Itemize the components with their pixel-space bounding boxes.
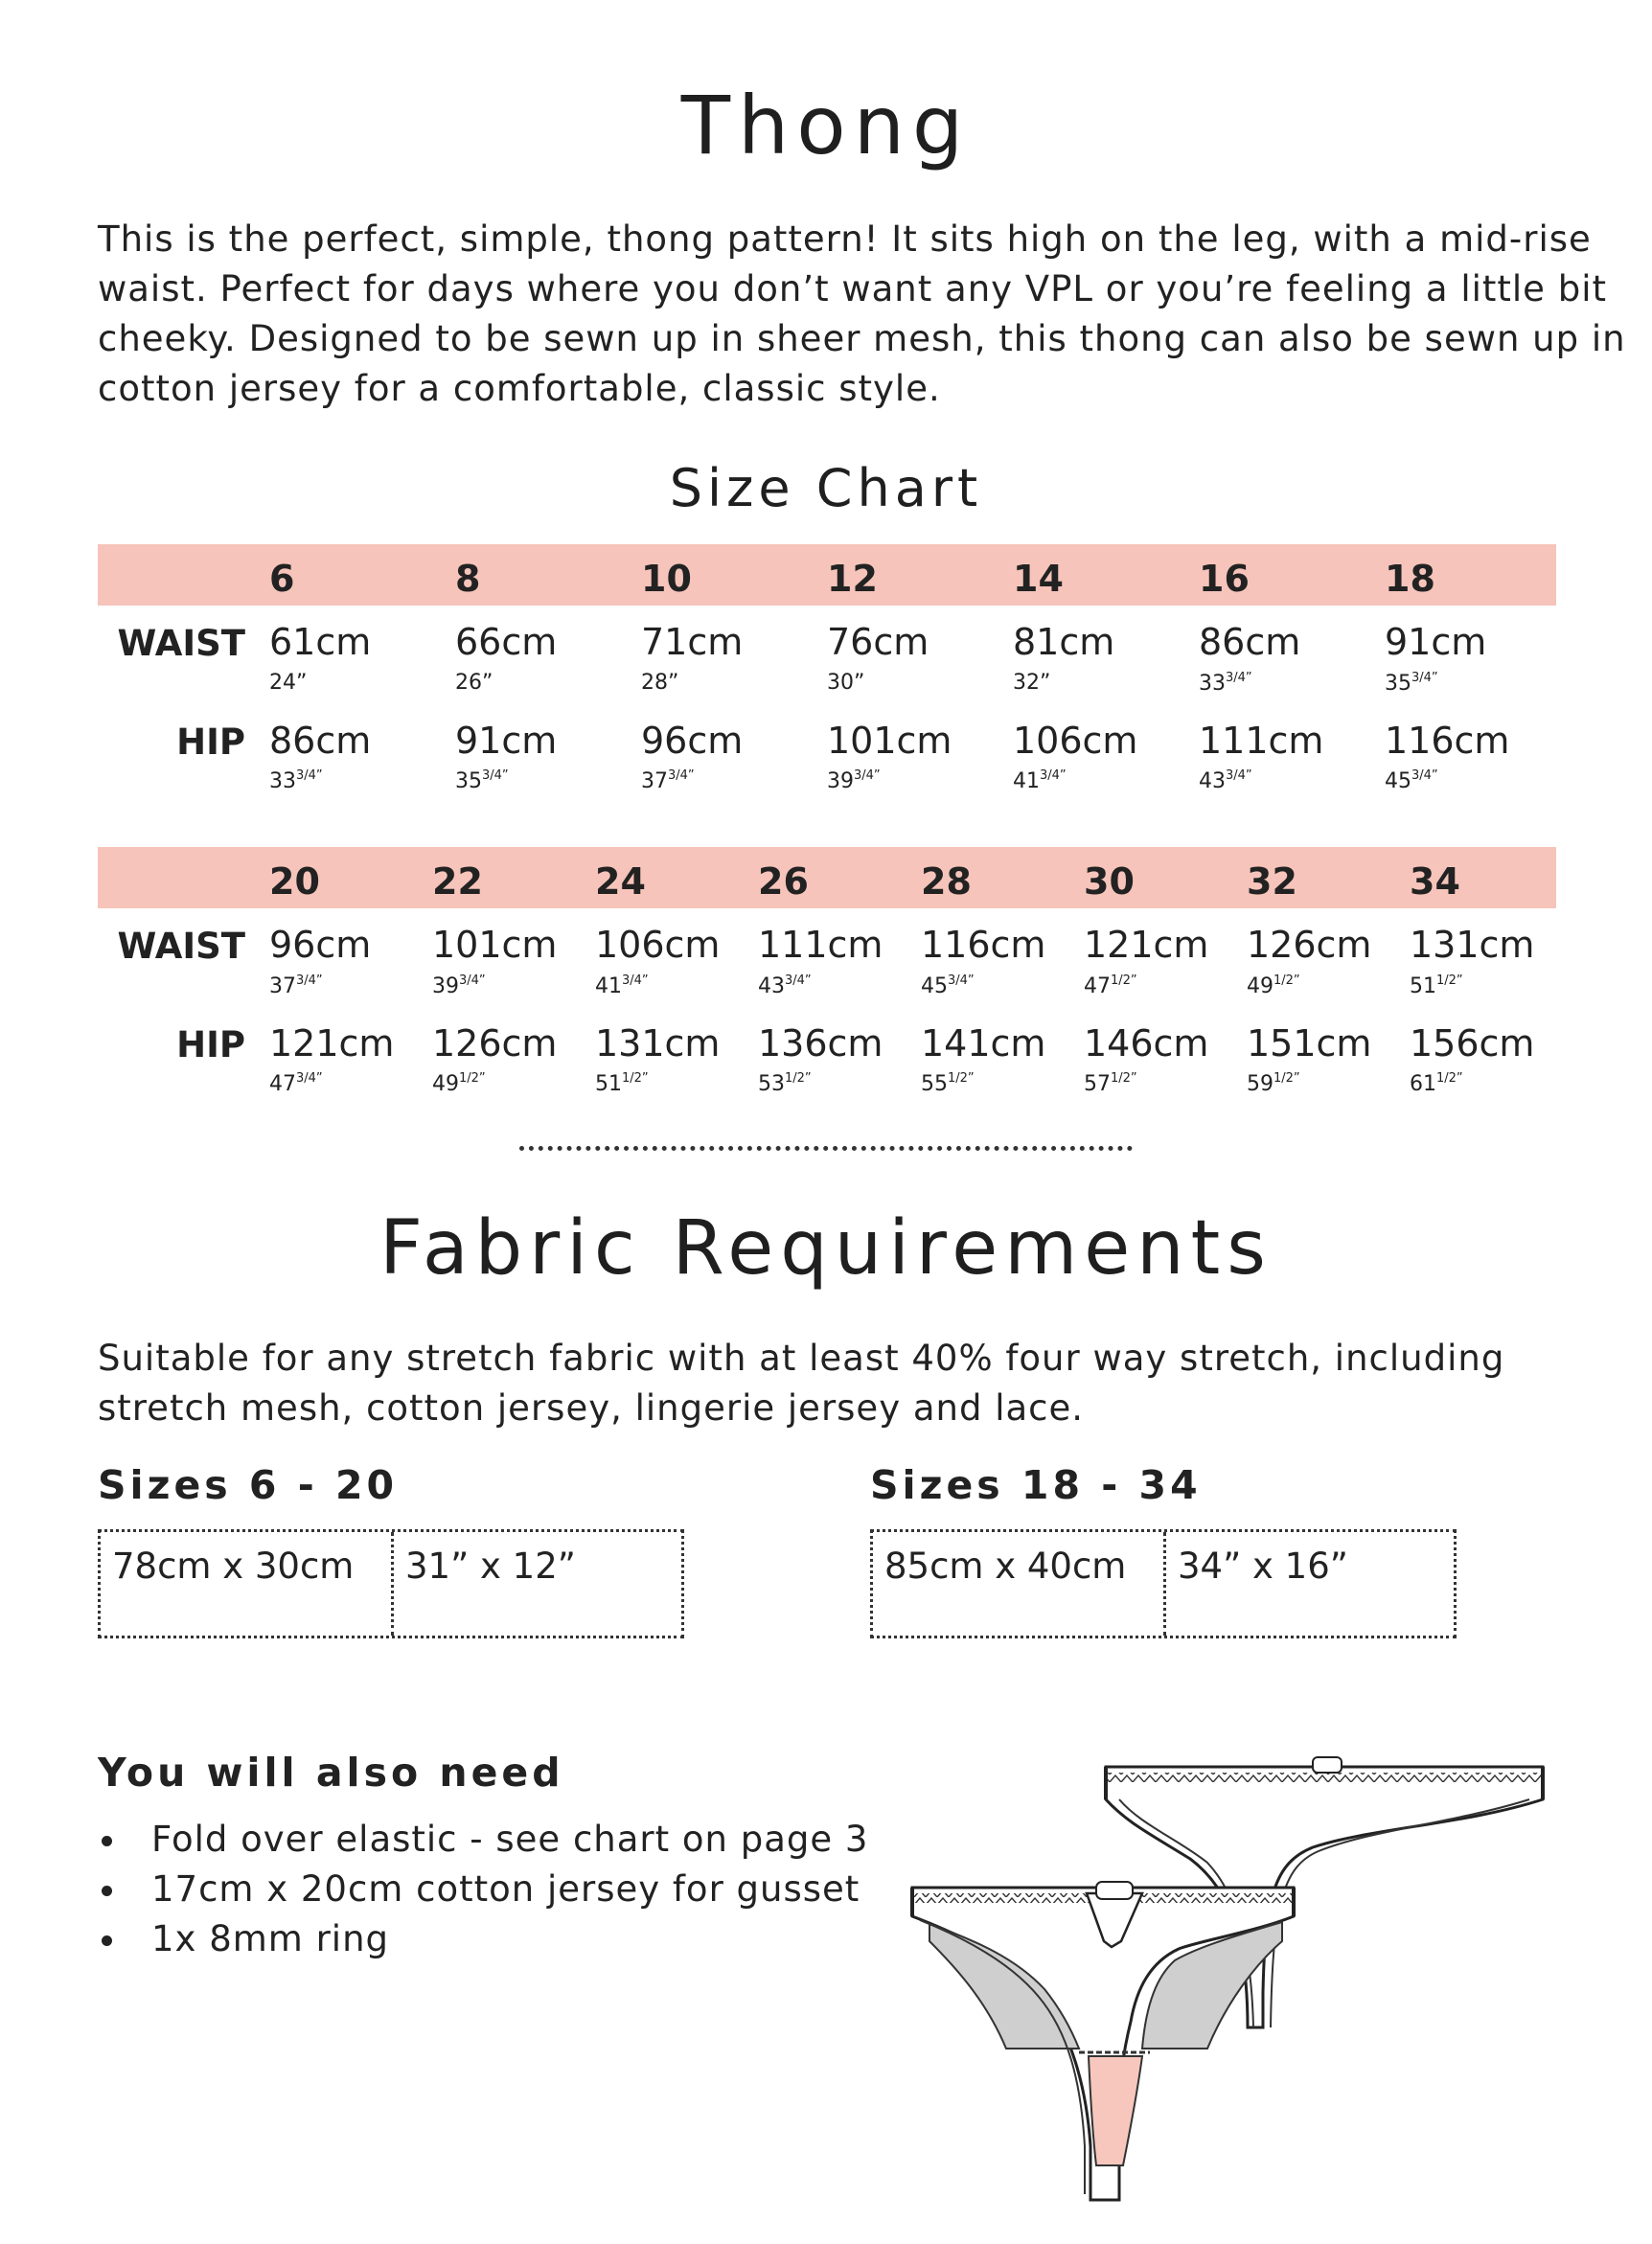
fabric-amount-box: [98, 1529, 684, 1638]
inch-value: $59^{1/2”}$: [1247, 1071, 1300, 1096]
intro-line: cheeky. Designed to be sewn up in sheer mesh, this thong can also be sewn up in: [98, 318, 1626, 359]
inch-fraction: 3/4”: [482, 768, 509, 783]
inch-value: $51^{1/2”}$: [1410, 973, 1463, 998]
fabric-requirements-title: Fabric Requirements: [379, 1205, 1273, 1292]
inch-fraction: 1/2”: [1111, 973, 1137, 988]
inch-value: $37^{3/4”}$: [641, 768, 695, 793]
intro-line: cotton jersey for a comfortable, classic style.: [98, 368, 941, 409]
hip-cm-value: 156cm: [1410, 1022, 1535, 1065]
inch-value: $45^{3/4”}$: [921, 973, 975, 998]
row-label-waist: WAIST: [117, 926, 245, 967]
hip-cm-value: 101cm: [827, 720, 952, 762]
size-label: 14: [1013, 558, 1064, 600]
inch-fraction: 3/4”: [1411, 768, 1438, 783]
dotted-divider: [519, 1146, 1133, 1151]
inch-value: 24”: [269, 671, 308, 695]
waist-cm-value: 106cm: [595, 924, 721, 966]
inch-fraction: 1/2”: [459, 1071, 486, 1086]
waist-cm-value: 66cm: [455, 621, 558, 663]
inch-value: $33^{3/4”}$: [1199, 671, 1252, 696]
intro-line: waist. Perfect for days where you don’t want any VPL or you’re feeling a little bit: [98, 268, 1607, 309]
inch-value: $61^{1/2”}$: [1410, 1071, 1463, 1096]
hip-cm-value: 96cm: [641, 720, 744, 762]
inch-value: $49^{1/2”}$: [1247, 973, 1300, 998]
size-label: 24: [595, 860, 646, 903]
inch-fraction: 1/2”: [622, 1071, 649, 1086]
inch-value: $47^{1/2”}$: [1084, 973, 1137, 998]
waist-cm-value: 121cm: [1084, 924, 1209, 966]
inch-value: $51^{1/2”}$: [595, 1071, 649, 1096]
waist-cm-value: 131cm: [1410, 924, 1535, 966]
size-label: 8: [455, 558, 481, 600]
hip-cm-value: 146cm: [1084, 1022, 1209, 1065]
list-item: Fold over elastic - see chart on page 3: [98, 1815, 883, 1865]
intro-paragraph: [98, 215, 1626, 414]
fabric-amount-metric: 85cm x 40cm: [884, 1546, 1127, 1587]
thong-garment-illustration: [891, 1744, 1562, 2223]
inch-fraction: 3/4”: [296, 768, 323, 783]
waist-cm-value: 91cm: [1385, 621, 1487, 663]
inch-fraction: 3/4”: [1040, 768, 1067, 783]
fabric-amount-imperial: 31” x 12”: [391, 1532, 681, 1636]
inch-value: $45^{3/4”}$: [1385, 768, 1438, 793]
inch-fraction: 3/4”: [296, 1071, 323, 1086]
inch-fraction: 1/2”: [1111, 1071, 1137, 1086]
inch-fraction: 3/4”: [459, 973, 486, 988]
hip-cm-value: 121cm: [269, 1022, 395, 1065]
waist-cm-value: 71cm: [641, 621, 744, 663]
inch-fraction: 3/4”: [1411, 671, 1438, 685]
fabric-amount-metric: 78cm x 30cm: [112, 1546, 355, 1587]
inch-value: $49^{1/2”}$: [432, 1071, 486, 1096]
size-label: 32: [1247, 860, 1297, 903]
list-item: 1x 8mm ring: [98, 1914, 883, 1964]
fabric-amount-box: [870, 1529, 1457, 1638]
inch-fraction: 3/4”: [854, 768, 881, 783]
waist-cm-value: 76cm: [827, 621, 929, 663]
inch-value: 26”: [455, 671, 493, 695]
hip-cm-value: 141cm: [921, 1022, 1046, 1065]
inch-value: 30”: [827, 671, 865, 695]
inch-fraction: 1/2”: [785, 1071, 812, 1086]
inch-value: $41^{3/4”}$: [595, 973, 649, 998]
waist-cm-value: 61cm: [269, 621, 372, 663]
inch-fraction: 3/4”: [1226, 768, 1252, 783]
inch-fraction: 1/2”: [1436, 1071, 1463, 1086]
inch-value: $41^{3/4”}$: [1013, 768, 1067, 793]
size-label: 28: [921, 860, 972, 903]
inch-value: 28”: [641, 671, 679, 695]
inch-fraction: 3/4”: [948, 973, 975, 988]
inch-fraction: 1/2”: [1436, 973, 1463, 988]
waist-cm-value: 111cm: [758, 924, 883, 966]
inch-value: 32”: [1013, 671, 1051, 695]
inch-value: $39^{3/4”}$: [827, 768, 881, 793]
inch-value: $33^{3/4”}$: [269, 768, 323, 793]
also-need-list: [98, 1815, 883, 1964]
row-label-waist: WAIST: [117, 623, 245, 664]
inch-fraction: 1/2”: [1273, 1071, 1300, 1086]
inch-fraction: 3/4”: [1226, 671, 1252, 685]
inch-fraction: 3/4”: [622, 973, 649, 988]
fabric-amount-imperial: 34” x 16”: [1163, 1532, 1454, 1636]
thong-front-view: [912, 1882, 1294, 2200]
size-label: 18: [1385, 558, 1435, 600]
size-label: 22: [432, 860, 483, 903]
inch-value: $35^{3/4”}$: [455, 768, 509, 793]
inch-value: $55^{1/2”}$: [921, 1071, 975, 1096]
list-item: 17cm x 20cm cotton jersey for gusset: [98, 1865, 883, 1914]
fabric-description-line: stretch mesh, cotton jersey, lingerie jersey and lace.: [98, 1387, 1085, 1429]
inch-fraction: 3/4”: [785, 973, 812, 988]
waist-cm-value: 101cm: [432, 924, 558, 966]
size-label: 30: [1084, 860, 1135, 903]
inch-value: $57^{1/2”}$: [1084, 1071, 1137, 1096]
row-label-hip: HIP: [176, 721, 245, 763]
inch-value: $53^{1/2”}$: [758, 1071, 812, 1096]
size-label: 26: [758, 860, 809, 903]
inch-fraction: 3/4”: [296, 973, 323, 988]
hip-cm-value: 86cm: [269, 720, 372, 762]
hip-cm-value: 126cm: [432, 1022, 558, 1065]
inch-value: $43^{3/4”}$: [758, 973, 812, 998]
size-label: 34: [1410, 860, 1460, 903]
inch-value: $43^{3/4”}$: [1199, 768, 1252, 793]
inch-fraction: 1/2”: [948, 1071, 975, 1086]
sizes-group-heading: Sizes 18 - 34: [870, 1462, 1202, 1508]
size-label: 10: [641, 558, 692, 600]
inch-value: $47^{3/4”}$: [269, 1071, 323, 1096]
waist-cm-value: 96cm: [269, 924, 372, 966]
hip-cm-value: 116cm: [1385, 720, 1510, 762]
hip-cm-value: 136cm: [758, 1022, 883, 1065]
waist-cm-value: 116cm: [921, 924, 1046, 966]
hip-cm-value: 111cm: [1199, 720, 1324, 762]
row-label-hip: HIP: [176, 1024, 245, 1065]
sizes-group-heading: Sizes 6 - 20: [98, 1462, 399, 1508]
hip-cm-value: 131cm: [595, 1022, 721, 1065]
also-need-heading: You will also need: [98, 1750, 564, 1796]
hip-cm-value: 91cm: [455, 720, 558, 762]
waist-cm-value: 86cm: [1199, 621, 1301, 663]
size-label: 12: [827, 558, 878, 600]
size-chart-title: Size Chart: [669, 458, 983, 518]
size-label: 16: [1199, 558, 1250, 600]
size-label: 20: [269, 860, 320, 903]
fabric-description-line: Suitable for any stretch fabric with at least 40% four way stretch, including: [98, 1338, 1505, 1379]
page-title: Thong: [680, 79, 972, 172]
inch-fraction: 1/2”: [1273, 973, 1300, 988]
hip-cm-value: 151cm: [1247, 1022, 1372, 1065]
inch-value: $35^{3/4”}$: [1385, 671, 1438, 696]
hip-cm-value: 106cm: [1013, 720, 1138, 762]
inch-value: $37^{3/4”}$: [269, 973, 323, 998]
fabric-description: [98, 1334, 1535, 1433]
intro-line: This is the perfect, simple, thong pattern! It sits high on the leg, with a mid-rise: [98, 218, 1592, 260]
size-label: 6: [269, 558, 295, 600]
inch-fraction: 3/4”: [668, 768, 695, 783]
inch-value: $39^{3/4”}$: [432, 973, 486, 998]
waist-cm-value: 81cm: [1013, 621, 1115, 663]
waist-cm-value: 126cm: [1247, 924, 1372, 966]
